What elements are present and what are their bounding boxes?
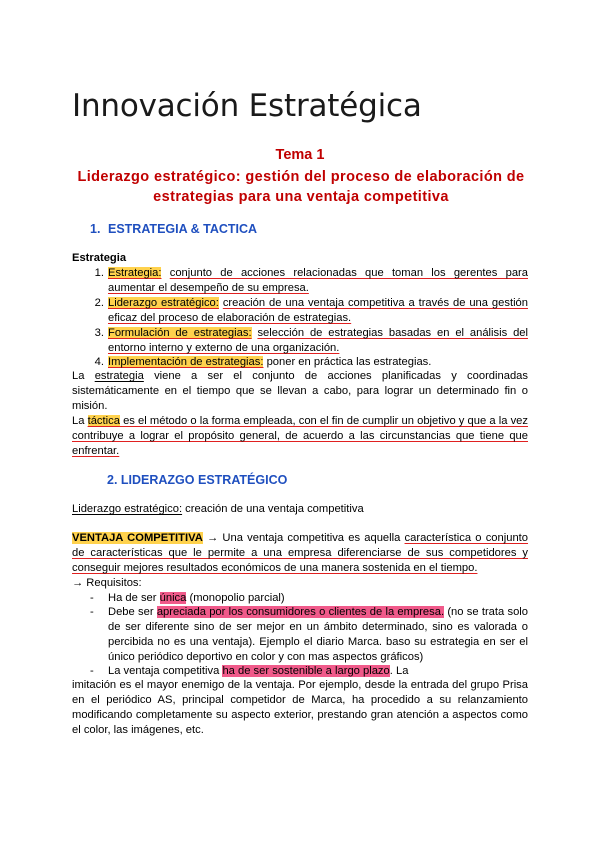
paragraph-text: La — [72, 370, 95, 382]
list-text: conjunto de acciones relacionadas que toman los gerentes para aumentar el desempeño de su empresa. — [108, 267, 528, 294]
highlighted-text: ha de ser sostenible a largo plazo — [222, 665, 390, 677]
highlighted-text: única — [159, 592, 187, 604]
section-1-number: 1. — [90, 222, 101, 236]
section-2-heading: 2. LIDERAZGO ESTRATÉGICO — [107, 473, 288, 487]
paragraph-text: . La — [389, 665, 409, 677]
dash-bullet: - — [90, 606, 94, 618]
topic-label: Tema 1 — [275, 147, 325, 163]
paragraph-text: viene a ser el conjunto de acciones planificadas y coordinadas sistemáticamente en el tiempo que se llevan a cabo, para lograr un determinado fin o misión. — [72, 370, 528, 412]
strategy-term: estrategia — [94, 370, 144, 382]
document-title: Innovación Estratégica — [72, 88, 422, 124]
competitive-advantage-paragraph — [72, 531, 528, 576]
leadership-definition — [72, 502, 528, 517]
paragraph-text: Ha de ser — [108, 592, 160, 604]
requirements-label: → Requisitos: — [72, 577, 142, 589]
paragraph-text: (no se trata solo de ser diferente sino de ser mejor en un ámbito determinado, sino es valorada o percibida no es una ventaja). Ejemplo el diario Marca. baso su estrategia en ser el único periódico deportivo en color y con mas aspectos gráficos) — [108, 606, 529, 663]
highlighted-text: apreciada por los consumidores o clientes de la empresa. — [156, 606, 445, 618]
list-number: 1. — [94, 267, 104, 279]
advantage-definition: característica o conjunto de características que le permite a una empresa diferenciarse de sus competidores y conseguir mejores resultados económicos de una manera sostenida en el tiempo. — [72, 532, 529, 574]
list-text: selección de estrategias basadas en el análisis del entorno interno y externo de una organización. — [108, 327, 528, 354]
tactic-term: táctica — [87, 415, 120, 427]
list-text: creación de una ventaja competitiva a través de una gestión eficaz del proceso de elaboración de estrategias. — [108, 297, 528, 324]
paragraph-text: → Una ventaja competitiva es aquella — [202, 532, 405, 544]
tactic-paragraph — [72, 414, 528, 459]
section-1-heading: ESTRATEGIA & TACTICA — [108, 222, 258, 236]
dash-bullet: - — [90, 665, 94, 677]
paragraph-text: (monopolio parcial) — [186, 592, 285, 604]
list-term: Liderazgo estratégico: — [108, 297, 219, 309]
closing-paragraph: imitación es el mayor enemigo de la ventaja. Por ejemplo, desde la entrada del grupo Prisa en el periódico AS, principal competidor de Marca, ha procedido a su relanzamiento modificando completamente su aspecto exterior, prestando gran atención a aspectos como el color, las imágenes, etc. — [72, 679, 528, 736]
definition-term: Liderazgo estratégico: — [72, 503, 183, 515]
document-subtitle: Liderazgo estratégico: gestión del proceso de elaboración de estrategias para una ventaja competitiva — [77, 169, 525, 205]
paragraph-text: La ventaja competitiva — [108, 665, 223, 677]
paragraph-text: Debe ser — [108, 606, 157, 618]
paragraph-text: contribuye a lograr el propósito general, de acuerdo a las circunstancias que tiene que enfrentar. — [72, 430, 528, 457]
list-term: Implementación de estrategias: — [108, 356, 264, 368]
list-number: 3. — [94, 327, 104, 339]
dash-bullet: - — [90, 592, 94, 604]
strategy-paragraph — [72, 369, 528, 414]
advantage-term: VENTAJA COMPETITIVA — [72, 532, 203, 544]
paragraph-text: es el método o la forma empleada, con el fin de cumplir un objetivo y que a la vez — [119, 415, 528, 427]
list-term: Formulación de estrategias: — [108, 327, 252, 339]
definition-text: creación de una ventaja competitiva — [182, 503, 364, 515]
strategy-subheading: Estrategia — [72, 252, 127, 264]
list-term: Estrategia: — [108, 267, 162, 279]
list-number: 4. — [94, 356, 104, 368]
paragraph-text: La — [72, 415, 88, 427]
list-number: 2. — [94, 297, 104, 309]
list-text: poner en práctica las estrategias. — [266, 356, 432, 368]
